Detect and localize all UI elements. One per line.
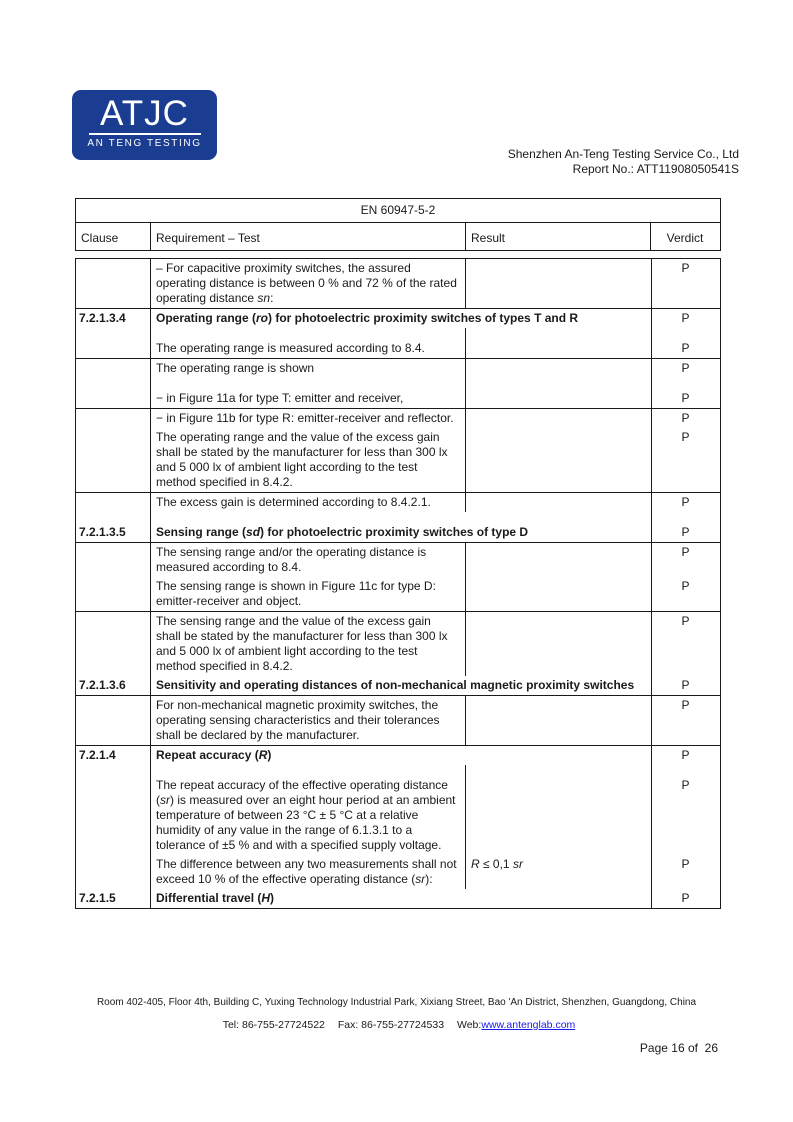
clause-cell (76, 378, 151, 408)
clause-cell: 7.2.1.3.4 (76, 309, 151, 328)
footer-web-link[interactable]: www.antenglab.com (481, 1019, 576, 1031)
result-cell (466, 577, 651, 611)
verdict-cell: P (651, 577, 719, 611)
footer-address: Room 402-405, Floor 4th, Building C, Yuxing Technology Industrial Park, Xixiang Street, Bao 'An District, Shenzhen, Guangdong, China (96, 997, 697, 1008)
logo-underline (89, 133, 201, 135)
result-cell (466, 696, 651, 745)
company-logo (72, 90, 217, 160)
verdict-cell: P (651, 493, 719, 512)
verdict-cell: P (651, 612, 719, 676)
requirement-cell: – For capacitive proximity switches, the assured operating distance is between 0 % and 72 % of the rated operating distance sn: (151, 259, 466, 308)
table-row (76, 308, 720, 328)
requirement-cell: Sensing range (sd) for photoelectric proximity switches of type D (156, 525, 529, 539)
requirement-cell: The sensing range and/or the operating distance is measured according to 8.4. (151, 543, 466, 577)
body-table (75, 258, 721, 909)
verdict-cell: P (651, 328, 719, 358)
verdict-cell: P (651, 309, 719, 328)
clause-cell: 7.2.1.4 (76, 746, 151, 765)
table-row (76, 358, 720, 378)
standard-title: EN 60947-5-2 (76, 199, 720, 223)
clause-cell: 7.2.1.3.6 (76, 676, 151, 695)
table-row (76, 577, 720, 611)
result-cell (466, 259, 651, 308)
table-row (76, 611, 720, 676)
company-name: Shenzhen An-Teng Testing Service Co., Ltd (507, 147, 739, 161)
clause-cell: 7.2.1.3.5 (76, 512, 151, 542)
table-row (76, 765, 720, 855)
clause-cell (76, 765, 151, 855)
logo-text: ATJC (100, 94, 189, 133)
clause-cell (76, 259, 151, 308)
requirement-cell: The operating range is shown (151, 359, 466, 378)
requirement-cell: − in Figure 11b for type R: emitter-receiver and reflector. (151, 409, 466, 428)
footer-contact (0, 1019, 793, 1031)
verdict-cell: P (651, 696, 719, 745)
verdict-cell: P (651, 889, 719, 908)
standard-table-header (75, 198, 721, 251)
column-header-clause: Clause (76, 223, 151, 250)
requirement-cell: Sensitivity and operating distances of non-mechanical magnetic proximity switches (156, 678, 635, 692)
requirement-cell: The operating range is measured according to 8.4. (151, 328, 466, 358)
column-header-row (76, 223, 720, 250)
verdict-cell: P (651, 359, 719, 378)
table-row (76, 855, 720, 889)
verdict-cell: P (651, 512, 719, 542)
clause-cell: 7.2.1.5 (76, 889, 151, 908)
requirement-cell: For non-mechanical magnetic proximity switches, the operating sensing characteristics and their tolerances shall be declared by the manufacturer. (151, 696, 466, 745)
requirement-cell: The sensing range and the value of the excess gain shall be stated by the manufacturer for less than 300 lx and 5 000 lx of ambient light according to the test method specified in 8.4.2. (151, 612, 466, 676)
logo-subtext: AN TENG TESTING (87, 138, 202, 149)
clause-cell (76, 359, 151, 378)
table-row (76, 328, 720, 358)
result-cell: R ≤ 0,1 sr (471, 857, 523, 871)
footer-web-label: Web: (456, 1019, 482, 1031)
verdict-cell: P (651, 409, 719, 428)
result-cell (466, 612, 651, 676)
clause-cell (76, 493, 151, 512)
verdict-cell: P (651, 746, 719, 765)
footer-tel: Tel: 86-755-27724522 (222, 1019, 325, 1031)
table-row (76, 695, 720, 745)
footer-fax: Fax: 86-755-27724533 (337, 1019, 445, 1031)
table-row (76, 676, 720, 695)
clause-cell (76, 577, 151, 611)
clause-cell (76, 428, 151, 492)
column-header-verdict: Verdict (666, 231, 704, 245)
verdict-cell: P (651, 259, 719, 308)
table-row (76, 408, 720, 428)
requirement-cell: Differential travel (H) (156, 891, 275, 905)
report-header (508, 147, 739, 177)
result-cell (466, 378, 651, 408)
result-cell (466, 543, 651, 577)
result-cell (466, 359, 651, 378)
result-cell (466, 765, 651, 855)
requirement-cell: − in Figure 11a for type T: emitter and receiver, (151, 378, 466, 408)
table-row (76, 745, 720, 765)
verdict-cell: P (651, 428, 719, 492)
result-cell (466, 428, 651, 492)
column-header-result: Result (466, 223, 651, 250)
verdict-cell: P (651, 855, 719, 889)
table-row (76, 378, 720, 408)
clause-cell (76, 409, 151, 428)
clause-cell (76, 543, 151, 577)
requirement-cell: Operating range (ro) for photoelectric proximity switches of types T and R (156, 311, 579, 325)
table-row (76, 492, 720, 512)
requirement-cell: The sensing range is shown in Figure 11c for type D: emitter-receiver and object. (151, 577, 466, 611)
clause-cell (76, 696, 151, 745)
page-number: Page 16 of 26 (639, 1041, 718, 1055)
verdict-cell: P (651, 765, 719, 855)
result-cell (466, 328, 651, 358)
requirement-cell: The excess gain is determined according to 8.4.2.1. (151, 493, 466, 512)
clause-cell (76, 855, 151, 889)
column-header-requirement: Requirement – Test (151, 223, 466, 250)
table-row (76, 542, 720, 577)
requirement-cell: The repeat accuracy of the effective operating distance (sr) is measured over an eight hour period at an ambient temperature of between 23 °C ± 5 °C at a relative humidity of any value in the range of 6.1.3.1 to a tolerance of ±5 % and with a specified supply voltage. (151, 765, 466, 855)
table-row (76, 428, 720, 492)
table-row (76, 889, 720, 908)
requirement-cell: Repeat accuracy (R) (156, 748, 272, 762)
clause-cell (76, 328, 151, 358)
verdict-cell: P (651, 378, 719, 408)
table-row (76, 512, 720, 542)
report-number: Report No.: ATT11908050541S (572, 162, 739, 176)
result-cell (466, 409, 651, 428)
result-cell (466, 493, 651, 512)
clause-cell (76, 612, 151, 676)
verdict-cell: P (651, 543, 719, 577)
table-row (76, 259, 720, 308)
verdict-cell: P (651, 676, 719, 695)
requirement-cell: The operating range and the value of the excess gain shall be stated by the manufacturer for less than 300 lx and 5 000 lx of ambient light according to the test method specified in 8.4.2. (151, 428, 466, 492)
requirement-cell: The difference between any two measurements shall not exceed 10 % of the effective operating distance (sr): (151, 855, 466, 889)
